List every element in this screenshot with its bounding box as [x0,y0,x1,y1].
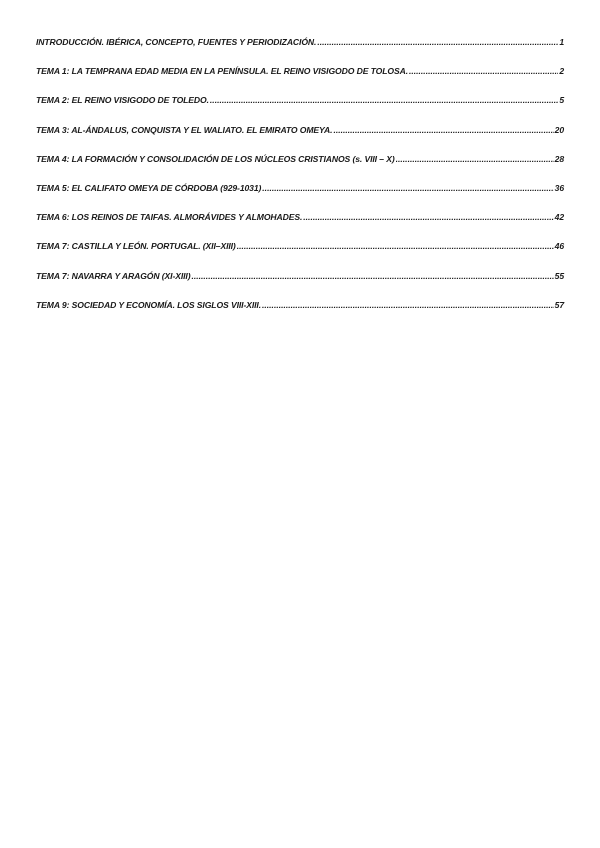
toc-entry-page-number: 42 [554,212,564,223]
toc-entry-tema-7-navarra[interactable] [36,271,564,300]
toc-dot-leader [210,95,558,105]
toc-entry-tema-2[interactable] [36,95,564,124]
toc-entry-introduccion[interactable] [36,37,564,66]
table-of-contents [36,37,564,329]
toc-entry-page-number: 46 [554,241,564,252]
toc-dot-leader [191,271,553,281]
toc-entry-title: TEMA 5: EL CALIFATO OMEYA DE CÓRDOBA (929-1031) [36,182,262,193]
toc-entry-title: TEMA 1: LA TEMPRANA EDAD MEDIA EN LA PENÍNSULA. EL REINO VISIGODO DE TOLOSA. [36,66,408,77]
toc-dot-leader [409,66,558,76]
toc-entry-title: TEMA 6: LOS REINOS DE TAIFAS. ALMORÁVIDES Y ALMOHADES. [36,212,303,223]
toc-entry-page-number: 36 [554,182,564,193]
toc-entry-page-number: 20 [554,124,564,135]
toc-entry-page-number: 28 [554,153,564,164]
toc-dot-leader [262,183,553,193]
toc-dot-leader [303,212,553,222]
toc-dot-leader [262,300,554,310]
toc-entry-tema-5[interactable] [36,183,564,212]
toc-entry-tema-6[interactable] [36,212,564,241]
toc-dot-leader [333,125,553,135]
toc-entry-tema-9[interactable] [36,300,564,329]
toc-entry-tema-1[interactable] [36,66,564,95]
toc-entry-page-number: 1 [559,37,564,47]
toc-entry-title: TEMA 9: SOCIEDAD Y ECONOMÍA. LOS SIGLOS VIII-XIII. [36,299,261,310]
toc-entry-tema-3[interactable] [36,125,564,154]
toc-entry-tema-7-castilla[interactable] [36,241,564,270]
toc-entry-tema-4[interactable] [36,154,564,183]
toc-entry-page-number: 5 [559,95,564,106]
toc-entry-title: TEMA 3: AL-ÁNDALUS, CONQUISTA Y EL WALIATO. EL EMIRATO OMEYA. [36,124,333,135]
toc-entry-title: TEMA 7: CASTILLA Y LEÓN. PORTUGAL. (XII–XIII) [36,241,236,252]
toc-dot-leader [237,241,554,251]
toc-entry-title: TEMA 2: EL REINO VISIGODO DE TOLEDO. [36,95,209,106]
toc-dot-leader [317,37,558,47]
toc-entry-title: TEMA 4: LA FORMACIÓN Y CONSOLIDACIÓN DE LOS NÚCLEOS CRISTIANOS (s. VIII – X) [36,153,395,164]
toc-dot-leader [396,154,554,164]
toc-entry-page-number: 55 [554,270,564,281]
toc-entry-page-number: 57 [554,299,564,310]
toc-entry-page-number: 2 [559,66,564,77]
toc-entry-title: TEMA 7: NAVARRA Y ARAGÓN (XI-XIII) [36,270,191,281]
toc-entry-title: INTRODUCCIÓN. IBÉRICA, CONCEPTO, FUENTES Y PERIODIZACIÓN. [36,37,317,47]
